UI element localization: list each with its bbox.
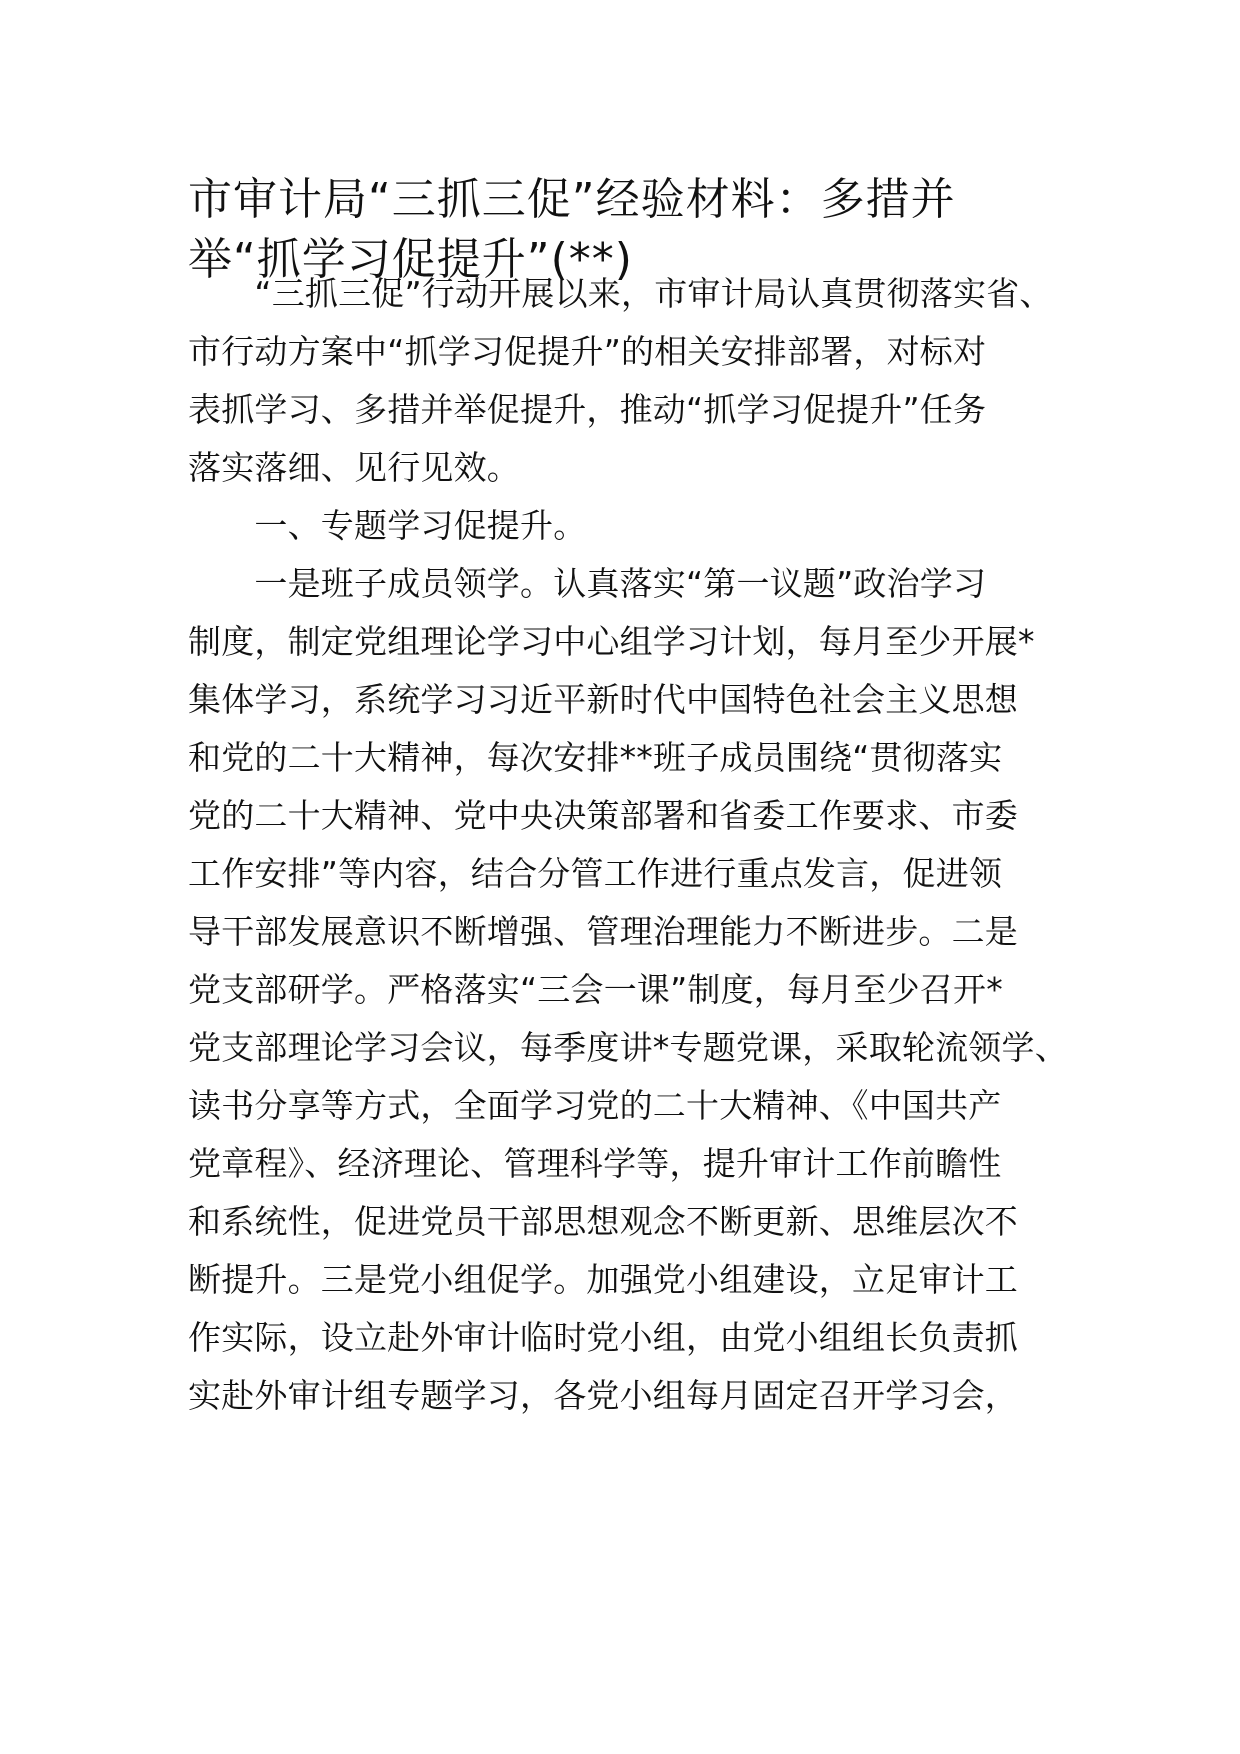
title-line-2: 举“抓学习促提升”(**) <box>188 234 633 285</box>
body-line-9: 和党的二十大精神，每次安排**班子成员围绕“贯彻落实 <box>188 738 1003 777</box>
body-line-13: 党支部研学。严格落实“三会一课”制度，每月至少召开* <box>188 970 1003 1009</box>
body-line-15: 读书分享等方式，全面学习党的二十大精神、《中国共产 <box>188 1086 1002 1125</box>
document-title <box>188 170 1088 290</box>
body-line-17: 和系统性，促进党员干部思想观念不断更新、思维层次不 <box>188 1202 1018 1241</box>
body-line-20: 实赴外审计组专题学习，各党小组每月固定召开学习会， <box>188 1376 1018 1415</box>
body-line-16: 党章程》、经济理论、管理科学等，提升审计工作前瞻性 <box>188 1144 1002 1183</box>
body-line-4: 落实落细、见行见效。 <box>188 448 520 487</box>
body-line-2: 市行动方案中“抓学习促提升”的相关安排部署，对标对 <box>188 332 987 371</box>
body-line-10: 党的二十大精神、党中央决策部署和省委工作要求、市委 <box>188 796 1018 835</box>
body-line-3: 表抓学习、多措并举促提升，推动“抓学习促提升”任务 <box>188 390 987 429</box>
body-line-6: 一是班子成员领学。认真落实“第一议题”政治学习 <box>188 564 987 603</box>
body-line-7: 制度，制定党组理论学习中心组学习计划，每月至少开展* <box>188 622 1035 661</box>
body-line-1: “三抓三促”行动开展以来，市审计局认真贯彻落实省、 <box>188 274 1053 313</box>
section-heading-1: 一、专题学习促提升。 <box>188 506 587 545</box>
body-line-11: 工作安排”等内容，结合分管工作进行重点发言，促进领 <box>188 854 1003 893</box>
body-line-14: 党支部理论学习会议，每季度讲*专题党课，采取轮流领学、 <box>188 1028 1068 1067</box>
title-line-1: 市审计局“三抓三促”经验材料：多措并 <box>188 174 956 225</box>
body-line-8: 集体学习，系统学习习近平新时代中国特色社会主义思想 <box>188 680 1018 719</box>
body-line-12: 导干部发展意识不断增强、管理治理能力不断进步。二是 <box>188 912 1018 951</box>
body-line-19: 作实际，设立赴外审计临时党小组，由党小组组长负责抓 <box>188 1318 1018 1357</box>
body-line-18: 断提升。三是党小组促学。加强党小组建设，立足审计工 <box>188 1260 1018 1299</box>
